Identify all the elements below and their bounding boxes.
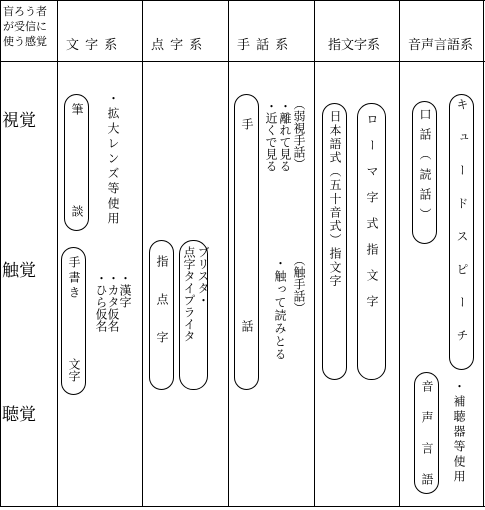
hitsudan-bottom: 談 bbox=[70, 205, 84, 217]
column-divider-1 bbox=[57, 0, 58, 507]
column-divider-5 bbox=[399, 0, 400, 507]
kanji-note: ・漢字 bbox=[118, 272, 132, 308]
moji-label: 文字 bbox=[67, 358, 81, 382]
header-shuwa: 手 話 系 bbox=[237, 38, 290, 53]
hitsudan-top: 筆 bbox=[70, 103, 84, 115]
nihongo-yubimoji-label: 日本語式（五十音式）指文字 bbox=[328, 110, 342, 289]
border-bottom bbox=[0, 506, 485, 507]
kakudai-lens-note: ・拡大レンズ等使用 bbox=[106, 92, 120, 227]
corner-label bbox=[3, 4, 55, 49]
chikaku-miru-note: ・近くで見る bbox=[264, 100, 278, 172]
kouwa-label: 口話（読話） bbox=[418, 108, 432, 228]
yubi-label: 指点字 bbox=[155, 255, 169, 369]
header-divider bbox=[0, 61, 485, 62]
sawatte-yomitoru-note: ・触って読みとる bbox=[273, 257, 287, 361]
header-onsei: 音声言語系 bbox=[408, 38, 474, 53]
katakana-note: ・カタ仮名 bbox=[106, 272, 120, 332]
border-left bbox=[0, 0, 1, 507]
corner-line-3: 使う感覚 bbox=[3, 35, 47, 48]
shuwa-pill bbox=[234, 94, 259, 390]
column-divider-4 bbox=[314, 0, 315, 507]
shuwa-bottom: 話 bbox=[240, 320, 254, 332]
shuwa-top: 手 bbox=[240, 118, 254, 130]
jakushi-shuwa-label: （弱視手話） bbox=[292, 98, 306, 170]
tegaki-label: 手書き bbox=[67, 256, 81, 301]
sense-visual: 視覚 bbox=[2, 111, 36, 131]
hiragana-note: ・ひら仮名 bbox=[94, 272, 108, 332]
hanarete-miru-note: ・離れて見る bbox=[278, 100, 292, 172]
column-divider-2 bbox=[142, 0, 143, 507]
column-divider-3 bbox=[228, 0, 229, 507]
sense-hearing: 聴覚 bbox=[2, 405, 36, 425]
onsei-gengo-label: 音声言語 bbox=[420, 380, 434, 504]
roma-yubimoji-label: ローマ字式指文字 bbox=[365, 113, 379, 321]
border-top bbox=[0, 0, 485, 1]
header-tenji: 点 字 系 bbox=[151, 38, 204, 53]
sense-touch: 触覚 bbox=[2, 261, 36, 281]
corner-line-1: 盲ろう者 bbox=[3, 5, 47, 18]
hochouki-note: ・補聴器等使用 bbox=[452, 380, 466, 485]
header-yubimoji: 指文字系 bbox=[328, 38, 381, 53]
cued-speech-label: キュードスピーチ bbox=[455, 98, 469, 362]
border-right bbox=[483, 0, 484, 507]
corner-line-2: が受信に bbox=[3, 20, 47, 33]
shoku-shuwa-label: （触手話） bbox=[292, 254, 306, 314]
header-moji: 文 字 系 bbox=[66, 38, 119, 53]
brista-line-2: 点字タイプライタ bbox=[182, 246, 196, 342]
brista-line-1: ブリスタ・ bbox=[196, 246, 210, 306]
